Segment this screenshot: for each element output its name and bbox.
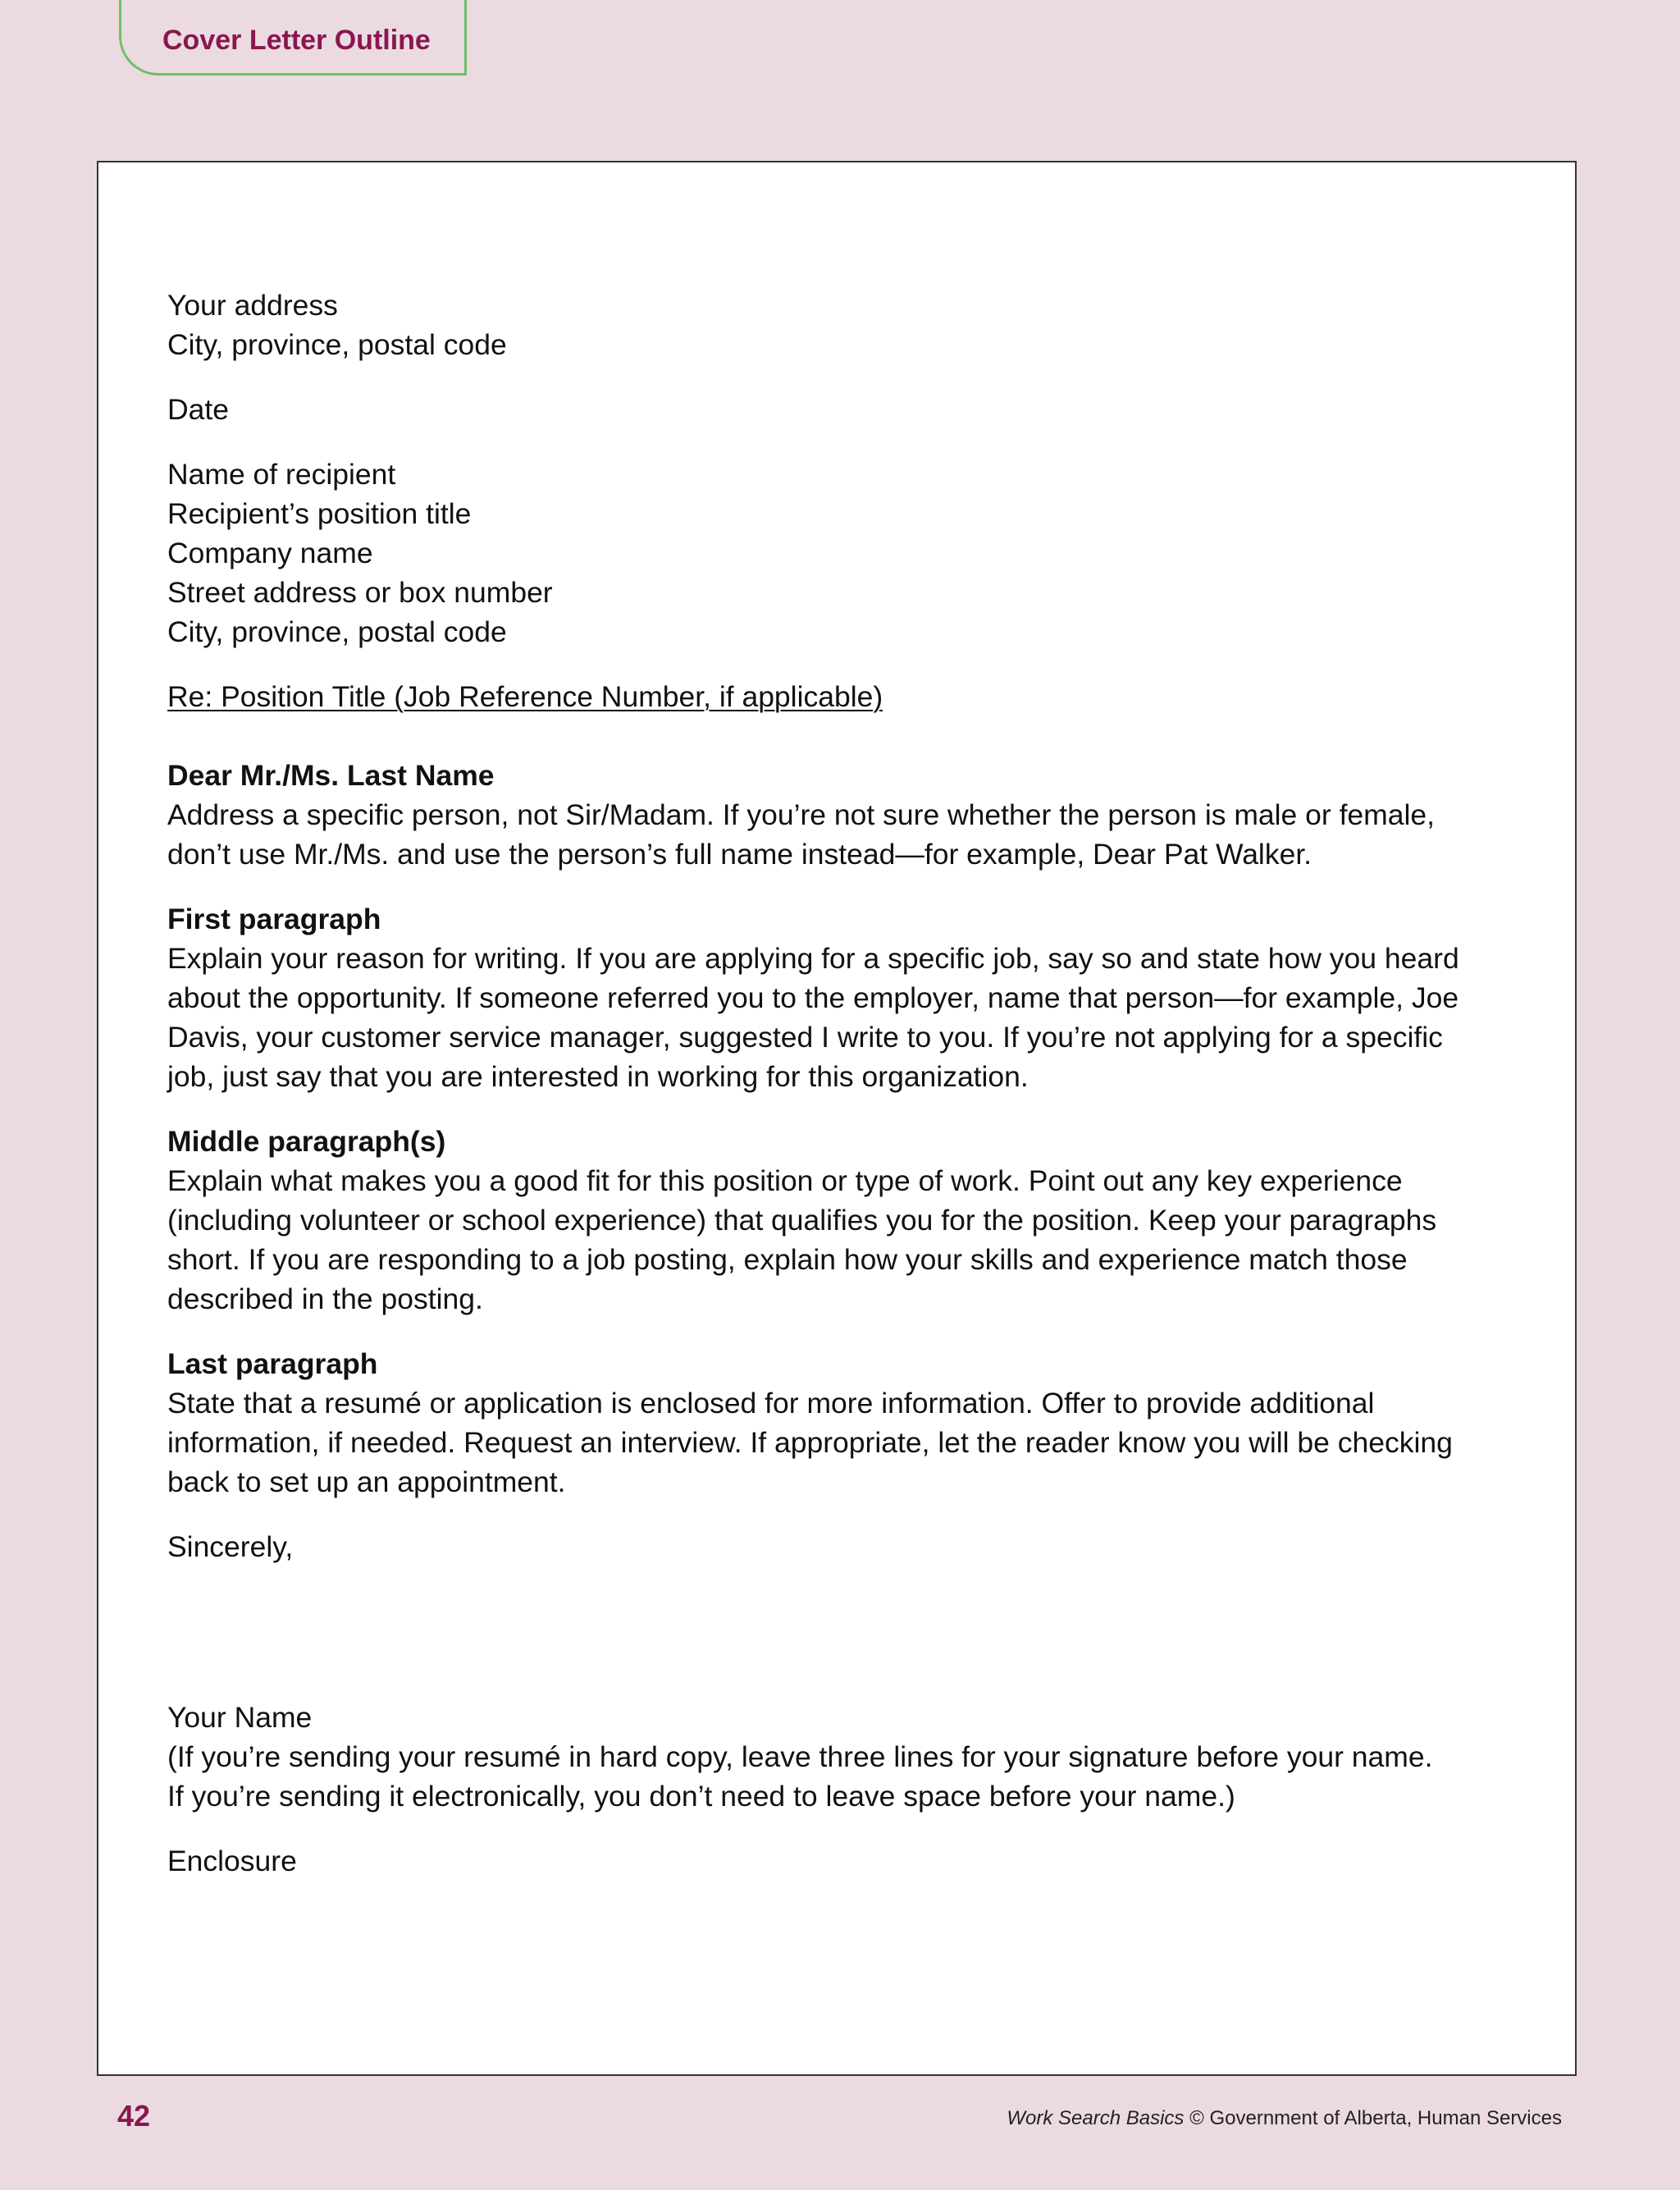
your-name-line: Your Name bbox=[167, 1701, 313, 1734]
closing-block bbox=[167, 1527, 1545, 1566]
section-line: don’t use Mr./Ms. and use the person’s full name instead—for example, Dear Pat Walker. bbox=[167, 838, 1312, 871]
publication-title: Work Search Basics bbox=[1007, 2107, 1185, 2129]
section-line: short. If you are responding to a job posting, explain how your skills and experience match those bbox=[167, 1243, 1408, 1276]
salutation-section bbox=[167, 756, 1545, 874]
street-address: Street address or box number bbox=[167, 576, 553, 609]
signature-note-line: If you’re sending it electronically, you don’t need to leave space before your name.) bbox=[167, 1780, 1235, 1813]
section-tab bbox=[119, 0, 467, 75]
section-line: Address a specific person, not Sir/Madam. If you’re not sure whether the person is male or female, bbox=[167, 798, 1435, 831]
copyright-notice: © Government of Alberta, Human Services bbox=[1189, 2107, 1562, 2129]
recipient-name: Name of recipient bbox=[167, 458, 396, 491]
page-footer bbox=[1007, 2107, 1562, 2130]
sender-city-line: City, province, postal code bbox=[167, 328, 507, 361]
closing-line: Sincerely, bbox=[167, 1530, 294, 1563]
letter-content bbox=[167, 286, 1545, 1906]
sender-address-line: Your address bbox=[167, 289, 338, 322]
enclosure-block bbox=[167, 1841, 1545, 1881]
section-heading: Last paragraph bbox=[167, 1347, 378, 1380]
signature-block bbox=[167, 1698, 1545, 1816]
section-line: Explain your reason for writing. If you are applying for a specific job, say so and state how you heard bbox=[167, 942, 1459, 975]
date-line: Date bbox=[167, 393, 229, 426]
recipient-title: Recipient’s position title bbox=[167, 497, 472, 530]
section-line: (including volunteer or school experience) that qualifies you for the position. Keep your paragraphs bbox=[167, 1204, 1437, 1237]
section-line: described in the posting. bbox=[167, 1282, 483, 1315]
page-number: 42 bbox=[117, 2099, 151, 2133]
date-block bbox=[167, 390, 1545, 429]
middle-paragraph-section bbox=[167, 1122, 1545, 1319]
section-line: about the opportunity. If someone referred you to the employer, name that person—for example, Joe bbox=[167, 981, 1459, 1014]
section-line: Explain what makes you a good fit for this position or type of work. Point out any key experience bbox=[167, 1164, 1403, 1197]
recipient-city: City, province, postal code bbox=[167, 615, 507, 648]
first-paragraph-section bbox=[167, 899, 1545, 1096]
re-line-block bbox=[167, 677, 1545, 716]
section-heading: Dear Mr./Ms. Last Name bbox=[167, 759, 495, 792]
section-line: Davis, your customer service manager, suggested I write to you. If you’re not applying for a specific bbox=[167, 1021, 1443, 1054]
section-heading: Middle paragraph(s) bbox=[167, 1125, 446, 1158]
section-heading: First paragraph bbox=[167, 903, 381, 935]
signature-note-line: (If you’re sending your resumé in hard copy, leave three lines for your signature before your name. bbox=[167, 1740, 1433, 1773]
section-line: job, just say that you are interested in working for this organization. bbox=[167, 1060, 1029, 1093]
section-line: back to set up an appointment. bbox=[167, 1465, 566, 1498]
signature-space bbox=[167, 1566, 1545, 1698]
letter-outline-box bbox=[97, 161, 1577, 2076]
company-name: Company name bbox=[167, 537, 373, 569]
enclosure-line: Enclosure bbox=[167, 1845, 297, 1877]
section-line: information, if needed. Request an interview. If appropriate, let the reader know you will be checking bbox=[167, 1426, 1453, 1459]
re-line: Re: Position Title (Job Reference Number, if applicable) bbox=[167, 680, 883, 713]
last-paragraph-section bbox=[167, 1344, 1545, 1502]
section-line: State that a resumé or application is enclosed for more information. Offer to provide additional bbox=[167, 1387, 1375, 1420]
sender-address bbox=[167, 286, 1545, 364]
section-title: Cover Letter Outline bbox=[162, 25, 431, 56]
recipient-block bbox=[167, 455, 1545, 652]
